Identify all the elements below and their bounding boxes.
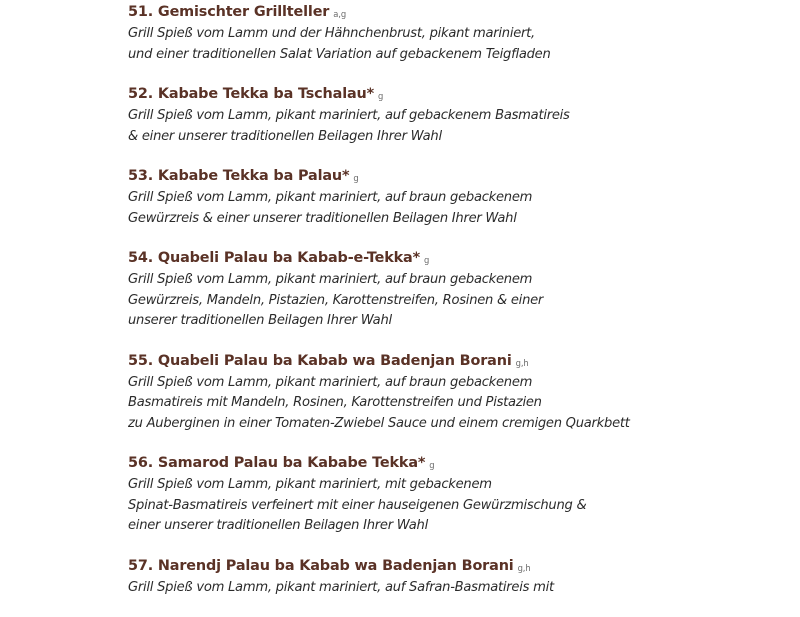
menu-item-description-line: Grill Spieß vom Lamm, pikant mariniert, auf Safran-Basmatireis mit [128, 579, 554, 595]
menu-item [128, 2, 788, 65]
menu-item [128, 556, 788, 599]
menu-item-description-line: unserer traditionellen Beilagen Ihrer Wahl [128, 313, 392, 328]
menu-item-title-row [128, 84, 788, 105]
menu-item-allergens: g,h [515, 357, 529, 368]
menu-item-title: 55. Quabeli Palau ba Kabab wa Badenjan Borani [128, 352, 512, 369]
menu-item-description-line: einer unserer traditionellen Beilagen Ihrer Wahl [128, 518, 428, 533]
menu-item-description-line: Grill Spieß vom Lamm, pikant mariniert, auf braun gebackenem [128, 190, 533, 205]
menu-item-title: 57. Narendj Palau ba Kabab wa Badenjan Borani [128, 557, 514, 574]
menu-item-description-line: Grill Spieß vom Lamm, pikant mariniert, auf braun gebackenem [128, 374, 533, 390]
menu-item-description-line: Grill Spieß vom Lamm und der Hähnchenbrust, pikant mariniert, [128, 26, 535, 41]
menu-item-title: 52. Kababe Tekka ba Tschalau* [128, 86, 375, 102]
menu-item-list [128, 0, 788, 617]
menu-item-title: 54. Quabeli Palau ba Kabab-e-Tekka* [128, 250, 420, 266]
menu-item-title-row [128, 453, 788, 474]
menu-item-allergens: g [429, 460, 435, 470]
menu-item [128, 166, 788, 229]
menu-item-title-row [128, 556, 788, 577]
menu-item [128, 84, 788, 147]
menu-item [128, 248, 788, 332]
menu-item-description-line: Gewürzreis, Mandeln, Pistazien, Karottenstreifen, Rosinen & einer [128, 292, 544, 308]
menu-item-description-line: & einer unserer traditionellen Beilagen Ihrer Wahl [128, 128, 442, 144]
menu-item [128, 453, 788, 537]
menu-item-allergens: g [353, 173, 359, 183]
menu-item-description-line: Grill Spieß vom Lamm, pikant mariniert, auf gebackenem Basmatireis [128, 108, 570, 123]
menu-item-title-row [128, 248, 788, 269]
menu-item-title: 56. Samarod Palau ba Kababe Tekka* [128, 455, 426, 471]
menu-item-title-row [128, 166, 788, 187]
menu-item-description-line: Grill Spieß vom Lamm, pikant mariniert, auf braun gebackenem [128, 272, 533, 287]
menu-item-title-row [128, 351, 788, 372]
menu-item-description-line: Grill Spieß vom Lamm, pikant mariniert, mit gebackenem [128, 477, 492, 492]
menu-item-allergens: g [378, 91, 384, 101]
menu-item-description-line: und einer traditionellen Salat Variation auf gebackenem Teigfladen [128, 46, 551, 62]
menu-item-title: 53. Kababe Tekka ba Palau* [128, 168, 350, 184]
menu-item-allergens: a,g [333, 9, 347, 19]
menu-item-description-line: Basmatireis mit Mandeln, Rosinen, Karottenstreifen und Pistazien [128, 395, 542, 410]
menu-item-title: 51. Gemischter Grillteller [128, 4, 330, 20]
menu-item-description-line: Gewürzreis & einer unserer traditionellen Beilagen Ihrer Wahl [128, 210, 517, 226]
menu-item-allergens: g [423, 255, 430, 265]
menu-item-title-row [128, 2, 788, 23]
menu-item-description-line: Spinat-Basmatireis verfeinert mit einer hauseigenen Gewürzmischung & [128, 497, 587, 513]
menu-item-allergens: g,h [517, 562, 531, 573]
menu-item [128, 351, 788, 435]
menu-item-description-line: zu Auberginen in einer Tomaten-Zwiebel Sauce und einem cremigen Quarkbett [128, 415, 630, 431]
